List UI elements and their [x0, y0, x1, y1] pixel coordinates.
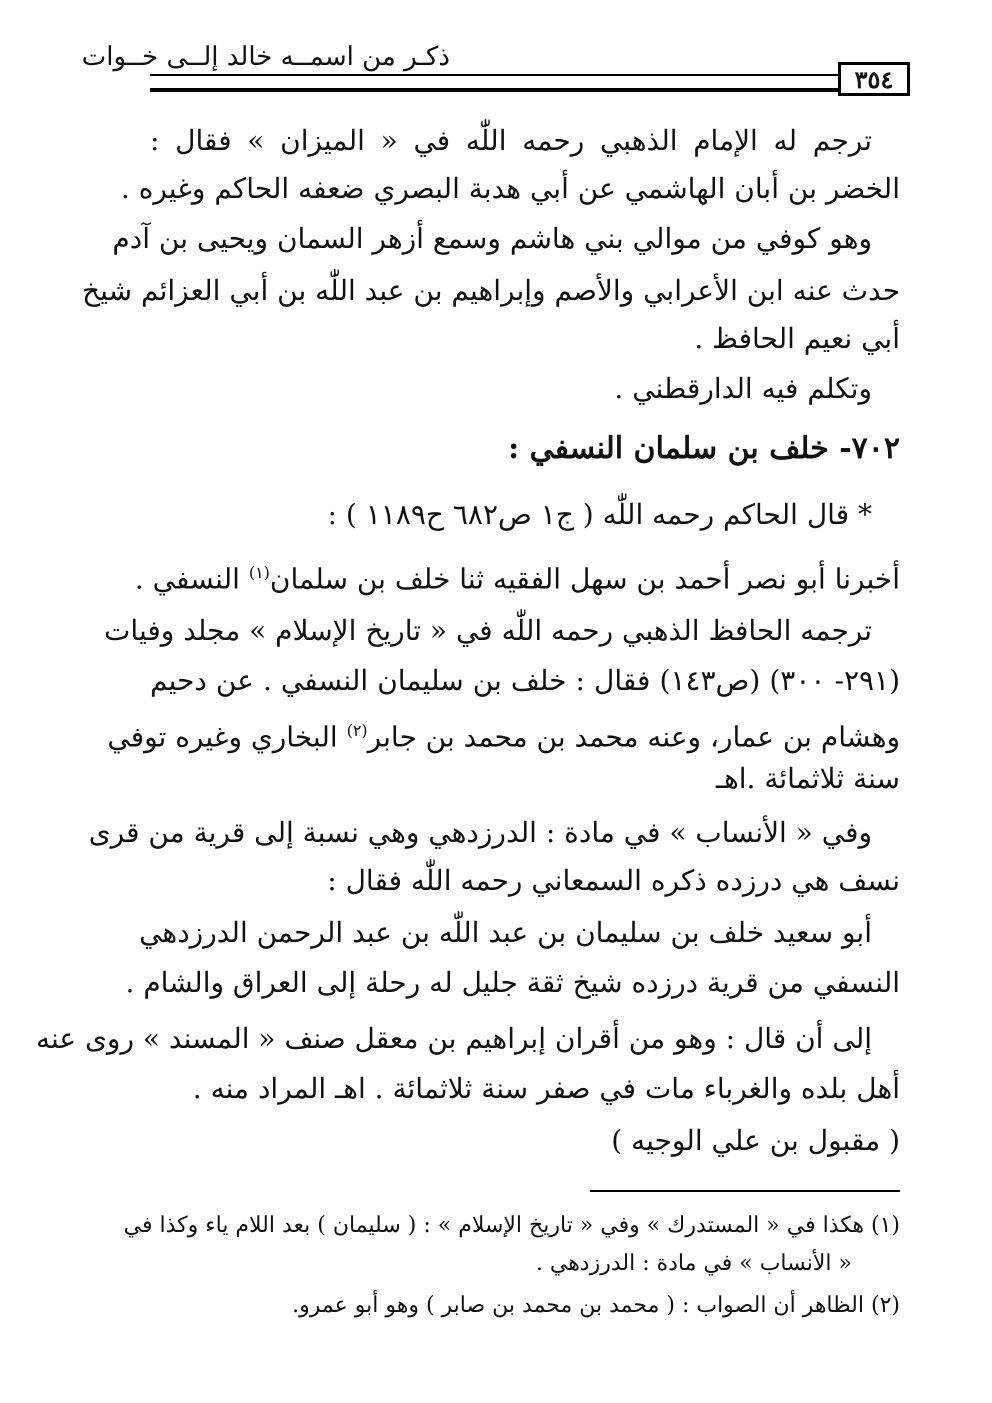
text-line: ترجمه الحافظ الذهبي رحمه اللّٰه في « تاريخ الإسلام » مجلد وفيات	[104, 614, 872, 647]
author-signature: ( مقبول بن علي الوجيه )	[611, 1124, 900, 1157]
text-line: * قال الحاكم رحمه اللّٰه ( ج١ ص٦٨٢ ح١١٨٩ ) :	[327, 498, 872, 531]
text-line: نسف هي درزده ذكره السمعاني رحمه اللّٰه فقال :	[327, 864, 900, 897]
text-line: الخضر بن أبان الهاشمي عن أبي هدبة البصري ضعفه الحاكم وغيره .	[120, 172, 900, 205]
entry-heading: ٧٠٢- خلف بن سلمان النسفي :	[508, 431, 900, 466]
text-line: وفي « الأنساب » في مادة : الدرزدهي وهي نسبة إلى قرية من قرى	[88, 816, 872, 849]
text-line	[107, 714, 900, 754]
text-line: أبي نعيم الحافظ .	[694, 322, 900, 355]
text-line: (٢٩١- ٣٠٠) (ص١٤٣) فقال : خلف بن سليمان النسفي . عن دحيم	[150, 664, 900, 697]
text-line: وتكلم فيه الدارقطني .	[614, 372, 872, 405]
text-line: إلى أن قال : وهو من أقران إبراهيم بن معقل صنف « المسند » روى عنه	[35, 1022, 872, 1055]
text-segment: وهشام بن عمار، وعنه محمد بن محمد بن جابر	[367, 720, 900, 754]
text-line	[134, 556, 900, 596]
text-line: حدث عنه ابن الأعرابي والأصم وإبراهيم بن عبد اللّٰه بن أبي العزائم شيخ	[82, 274, 900, 307]
text-line: أهل بلده والغرباء مات في صفر سنة ثلاثمائة . اهـ المراد منه .	[192, 1072, 900, 1105]
footnote-ref-1: (١)	[248, 563, 270, 582]
footnote-ref-2: (٢)	[346, 721, 368, 740]
running-title: ذكـر من اسمــه خالد إلــى خــوات	[81, 42, 450, 72]
text-line: وهو كوفي من موالي بني هاشم وسمع أزهر السمان ويحيى بن آدم	[112, 222, 872, 255]
footnote-separator	[590, 1190, 900, 1192]
text-segment: النسفي .	[134, 562, 249, 596]
text-line: أبو سعيد خلف بن سليمان بن عبد اللّٰه بن عبد الرحمن الدرزدهي	[139, 916, 872, 949]
text-line: ترجم له الإمام الذهبي رحمه اللّٰه في « الميزان » فقال :	[150, 124, 872, 157]
footnote-1-line: « الأنساب » في مادة : الدرزدهي .	[535, 1251, 852, 1276]
text-line: النسفي من قرية درزده شيخ ثقة جليل له رحلة إلى العراق والشام .	[125, 966, 900, 999]
text-segment: البخاري وغيره توفي	[107, 720, 347, 754]
page-number: ٣٥٤	[838, 62, 910, 96]
text-line: سنة ثلاثمائة .اهـ	[715, 762, 900, 795]
footnote-1-line: (١) هكذا في « المستدرك » وفي « تاريخ الإسلام » : ( سليمان ) بعد اللام ياء وكذا في	[123, 1213, 900, 1238]
text-segment: أخبرنا أبو نصر أحمد بن سهل الفقيه ثنا خلف بن سلمان	[269, 562, 900, 596]
header-rule-thin	[150, 74, 840, 76]
footnote-2-line: (٢) الظاهر أن الصواب : ( محمد بن محمد بن صابر ) وهو أبو عمرو.	[292, 1293, 900, 1318]
header-rule-thick	[150, 88, 840, 92]
